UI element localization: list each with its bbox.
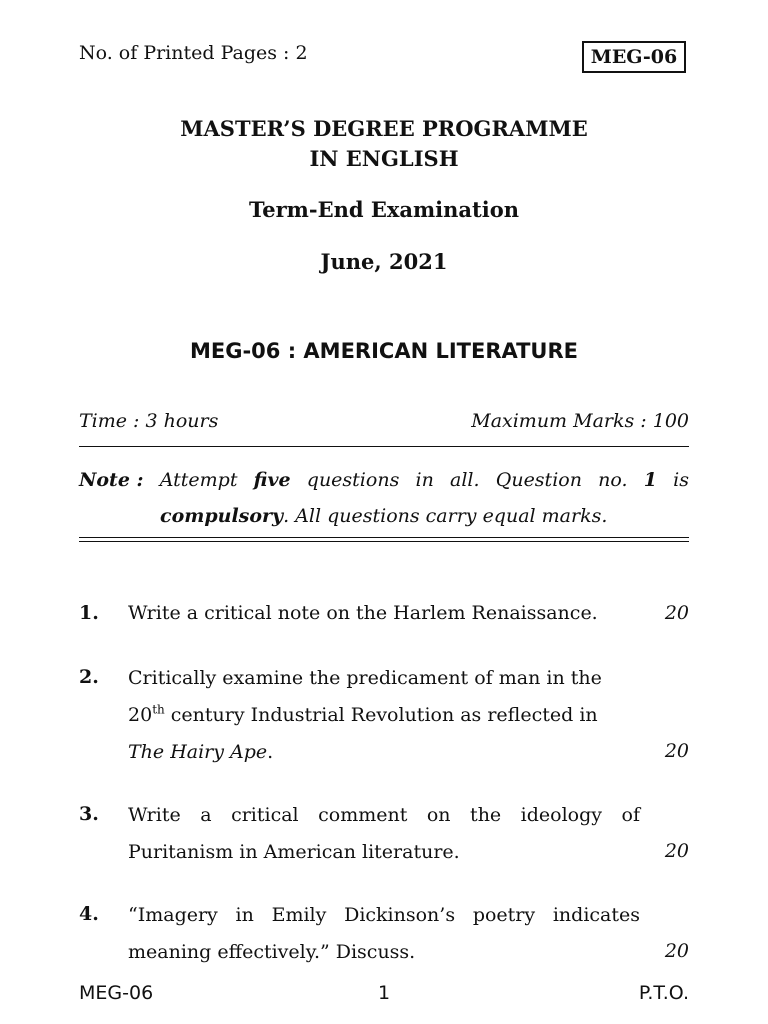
note-word: is [673,469,689,491]
note-word: Attempt [159,469,238,491]
question-marks: 20 [664,602,689,624]
note-label: Note : [79,469,144,491]
divider [79,446,689,447]
question-text [128,897,640,971]
question-number: 4. [79,903,99,925]
question-line [128,697,640,734]
question-line: Critically examine the predicament of man in the [128,667,602,689]
play-title: The Hairy Ape [128,741,268,763]
question-line: Puritanism in American literature. [128,841,460,863]
time-allowed: Time : 3 hours [79,410,219,432]
programme-title-line2: IN ENGLISH [309,146,459,171]
course-code-box: MEG-06 [582,41,686,73]
note-word: in [415,469,434,491]
question-fragment: . [267,741,274,763]
question-line: Write a critical comment on the ideology of [128,804,640,826]
note-word: all. [450,469,480,491]
note-emphasis-one: 1 [643,469,657,491]
exam-session: June, 2021 [320,249,448,274]
exam-title: Term-End Examination [248,197,519,222]
question-fragment: 20 [128,704,153,726]
note-rest: . All questions carry equal marks. [283,505,608,527]
footer-page-number: 1 [377,982,391,1004]
question-marks: 20 [664,840,689,862]
printed-pages: No. of Printed Pages : 2 [79,42,308,64]
question-marks: 20 [664,940,689,962]
footer-course-code: MEG-06 [79,982,154,1004]
question-line: meaning effectively.” Discuss. [128,941,416,963]
course-title: MEG-06 : AMERICAN LITERATURE [189,339,579,363]
question-fragment: century Industrial Revolution as reflected in [164,704,598,726]
question-line [128,734,640,771]
note-compulsory: compulsory [160,505,284,527]
question-number: 3. [79,803,99,825]
note-word: questions [306,469,400,491]
note-emphasis-five: five [253,469,291,491]
question-line: “Imagery in Emily Dickinson’s poetry indicates [128,904,640,926]
footer-pto: P.T.O. [638,982,689,1004]
question-number: 2. [79,666,99,688]
superscript: th [152,702,165,717]
note-word: Question [495,469,582,491]
programme-title-line1: MASTER’S DEGREE PROGRAMME [180,116,588,141]
instructions-note [79,462,689,534]
question-number: 1. [79,602,99,624]
double-divider [79,537,689,542]
exam-meta-row [79,410,689,432]
question-text: Write a critical note on the Harlem Renaissance. [128,602,598,624]
maximum-marks: Maximum Marks : 100 [471,410,689,432]
question-text [128,797,640,871]
question-text [128,660,640,771]
question-marks: 20 [664,740,689,762]
note-word: no. [598,469,628,491]
